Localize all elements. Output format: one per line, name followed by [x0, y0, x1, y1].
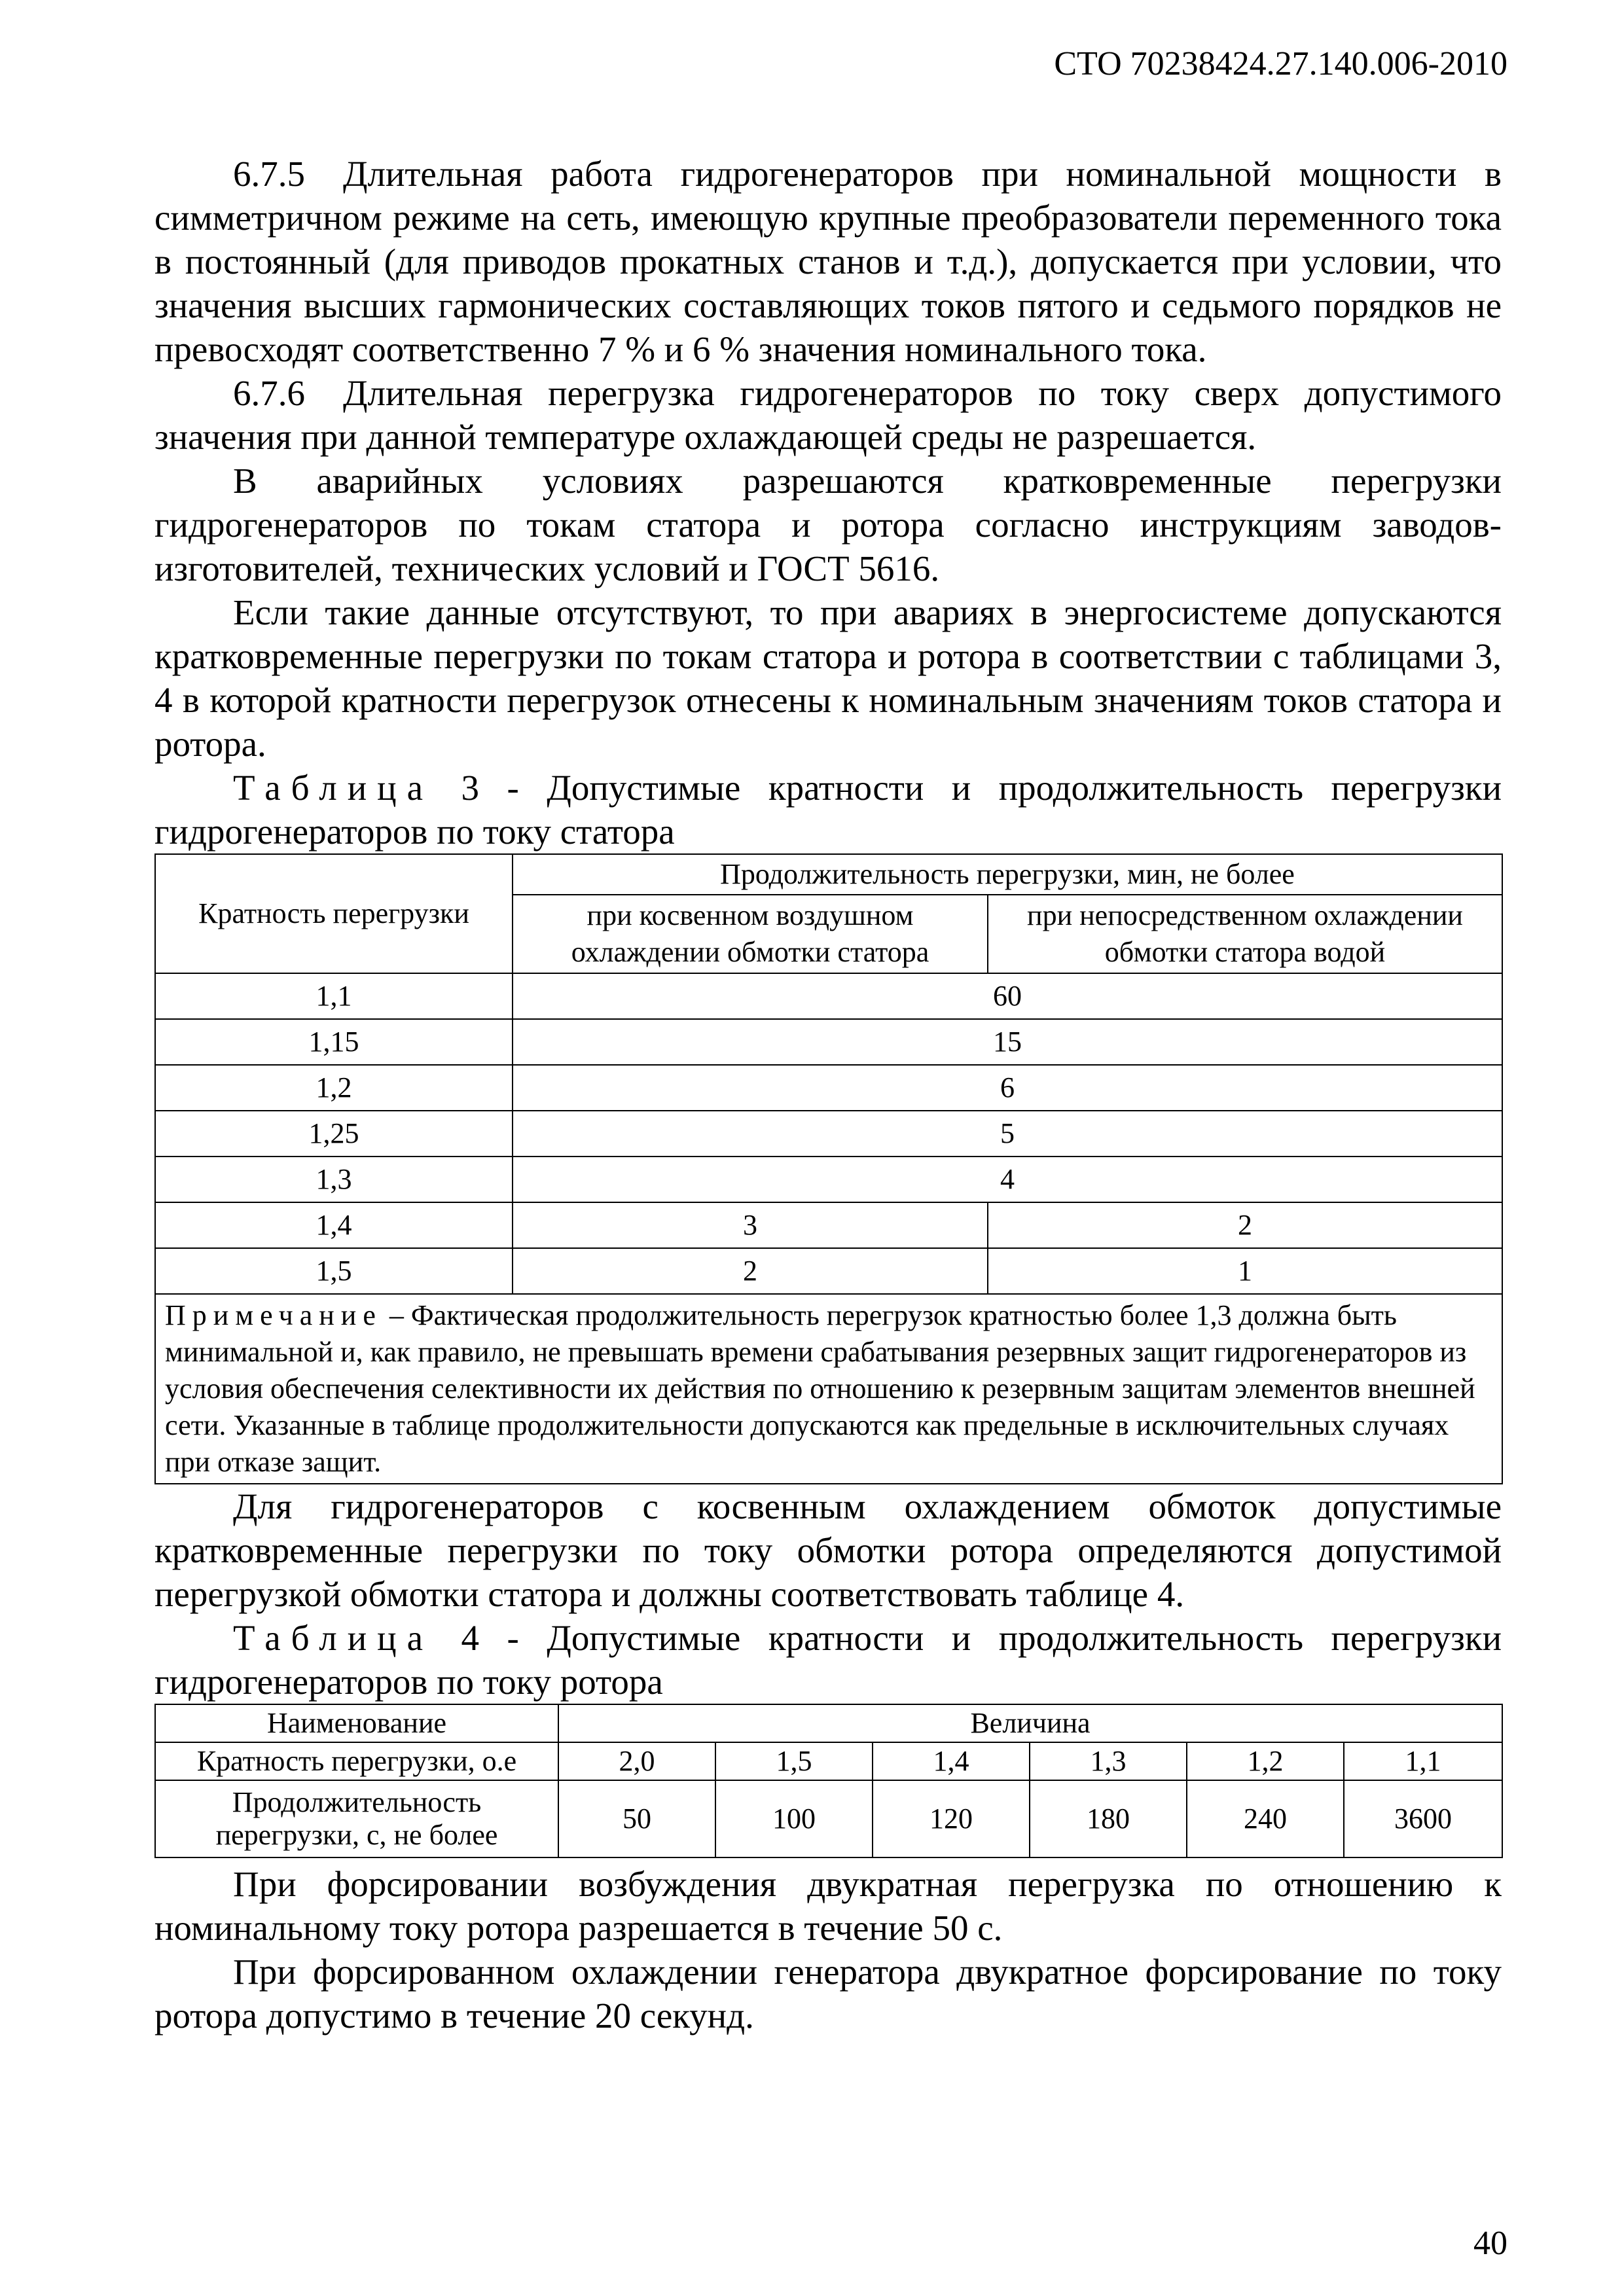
- table4: [154, 1704, 1503, 1858]
- table4-row-label-duration: Продолжительность перегрузки, с, не более: [155, 1780, 558, 1857]
- paragraph-indirect-cooling: Для гидрогенераторов с косвенным охлаждением обмоток допустимые кратковременные перегрузки по току обмотки ротора определяются допустимой перегрузкой обмотки статора и должны соответствовать таблице 4.: [154, 1486, 1502, 1614]
- table3-indirect-cell: 2: [513, 1248, 988, 1294]
- table-row: [155, 1157, 1502, 1202]
- table3-value-cell: 15: [513, 1019, 1502, 1065]
- note-text: – Фактическая продолжительность перегрузок кратностью более 1,3 должна быть минимальной и, как правило, не превышать времени срабатывания резервных защит гидрогенераторов из условия обеспечения селективности их действия по отношению к резервным защитам элементов внешней сети. Указанные в таблице продолжительности допускаются как предельные в исключительных случаях при отказе защит.: [165, 1299, 1475, 1478]
- table3-ratio-cell: 1,25: [155, 1111, 513, 1157]
- table4-duration-cell: 3600: [1344, 1780, 1502, 1857]
- clause-number: 6.7.5: [233, 154, 305, 194]
- table3-indirect-cell: 3: [513, 1202, 988, 1248]
- table3-ratio-cell: 1,5: [155, 1248, 513, 1294]
- paragraph-emergency: В аварийных условиях разрешаются кратковременные перегрузки гидрогенераторов по токам статора и ротора согласно инструкциям заводов-изготовителей, технических условий и ГОСТ 5616.: [154, 461, 1502, 588]
- table4-container: [154, 1704, 1502, 1858]
- table-row: [155, 1065, 1502, 1111]
- document-code-header: СТО 70238424.27.140.006-2010: [1054, 45, 1507, 82]
- table-row: [155, 1019, 1502, 1065]
- table4-duration-cell: 120: [873, 1780, 1030, 1857]
- table-row: [155, 1111, 1502, 1157]
- paragraph-text: Длительная работа гидрогенераторов при номинальной мощности в симметричном режиме на сеть, имеющую крупные преобразователи переменного тока в постоянный (для приводов прокатных станов и т.д.), допускается при условии, что значения высших гармонических составляющих токов пятого и седьмого порядков не превосходят соответственно 7 % и 6 % значения номинального тока.: [154, 154, 1502, 369]
- table3-ratio-cell: 1,2: [155, 1065, 513, 1111]
- caption-word: Таблица: [233, 768, 433, 808]
- table4-ratio-cell: 1,2: [1187, 1742, 1344, 1780]
- table3-header-direct: при непосредственном охлаждении обмотки статора водой: [988, 895, 1502, 973]
- table3-value-cell: 60: [513, 973, 1502, 1019]
- caption-text: 3 - Допустимые кратности и продолжительность перегрузки гидрогенераторов по току статора: [154, 768, 1502, 852]
- document-body: [154, 152, 1502, 2037]
- table3-container: [154, 853, 1502, 1484]
- table4-row-label-ratio: Кратность перегрузки, о.е: [155, 1742, 558, 1780]
- table4-ratio-cell: 2,0: [558, 1742, 715, 1780]
- table4-duration-cell: 180: [1030, 1780, 1187, 1857]
- caption-text: 4 - Допустимые кратности и продолжительность перегрузки гидрогенераторов по току ротора: [154, 1618, 1502, 1702]
- page-number: 40: [1473, 2225, 1507, 2262]
- table3-value-cell: 5: [513, 1111, 1502, 1157]
- table3-ratio-cell: 1,1: [155, 973, 513, 1019]
- table-row: [155, 1248, 1502, 1294]
- table3-note-row: [155, 1294, 1502, 1484]
- clause-number: 6.7.6: [233, 373, 305, 413]
- paragraph-no-data: Если такие данные отсутствуют, то при авариях в энергосистеме допускаются кратковременные перегрузки по токам статора и ротора в соответствии с таблицами 3, 4 в которой кратности перегрузок отнесены к номинальным значениям токов статора и ротора.: [154, 592, 1502, 764]
- table-row: [155, 1704, 1502, 1742]
- table4-header-value: Величина: [558, 1704, 1502, 1742]
- table3-ratio-cell: 1,3: [155, 1157, 513, 1202]
- table-row: [155, 973, 1502, 1019]
- table-row: [155, 1202, 1502, 1248]
- table3-note: [155, 1294, 1502, 1484]
- table4-ratio-cell: 1,4: [873, 1742, 1030, 1780]
- paragraph-forced-cooling: При форсированном охлаждении генератора двукратное форсирование по току ротора допустимо в течение 20 секунд.: [154, 1952, 1502, 2036]
- table3: [154, 853, 1503, 1484]
- note-label: Примечание: [165, 1299, 382, 1331]
- table4-duration-cell: 240: [1187, 1780, 1344, 1857]
- table3-direct-cell: 2: [988, 1202, 1502, 1248]
- table4-ratio-cell: 1,3: [1030, 1742, 1187, 1780]
- paragraph-text: Длительная перегрузка гидрогенераторов по току сверх допустимого значения при данной температуре охлаждающей среды не разрешается.: [154, 373, 1502, 457]
- table4-ratio-cell: 1,5: [715, 1742, 873, 1780]
- paragraph-6-7-5: [154, 152, 1502, 371]
- table3-value-cell: 4: [513, 1157, 1502, 1202]
- table3-header-ratio: Кратность перегрузки: [155, 854, 513, 973]
- caption-word: Таблица: [233, 1618, 433, 1658]
- table3-value-cell: 6: [513, 1065, 1502, 1111]
- paragraph-forcing: При форсировании возбуждения двукратная перегрузка по отношению к номинальному току ротора разрешается в течение 50 с.: [154, 1864, 1502, 1948]
- table3-header-duration: Продолжительность перегрузки, мин, не более: [513, 854, 1502, 895]
- table3-caption: [154, 766, 1502, 853]
- table4-ratio-cell: 1,1: [1344, 1742, 1502, 1780]
- table4-duration-cell: 100: [715, 1780, 873, 1857]
- paragraph-6-7-6: [154, 371, 1502, 459]
- table-row: [155, 1780, 1502, 1857]
- table4-caption: [154, 1616, 1502, 1704]
- table3-header-indirect: при косвенном воздушном охлаждении обмотки статора: [513, 895, 988, 973]
- table-row: [155, 1742, 1502, 1780]
- table3-ratio-cell: 1,4: [155, 1202, 513, 1248]
- table3-ratio-cell: 1,15: [155, 1019, 513, 1065]
- table4-header-name: Наименование: [155, 1704, 558, 1742]
- table3-direct-cell: 1: [988, 1248, 1502, 1294]
- table4-duration-cell: 50: [558, 1780, 715, 1857]
